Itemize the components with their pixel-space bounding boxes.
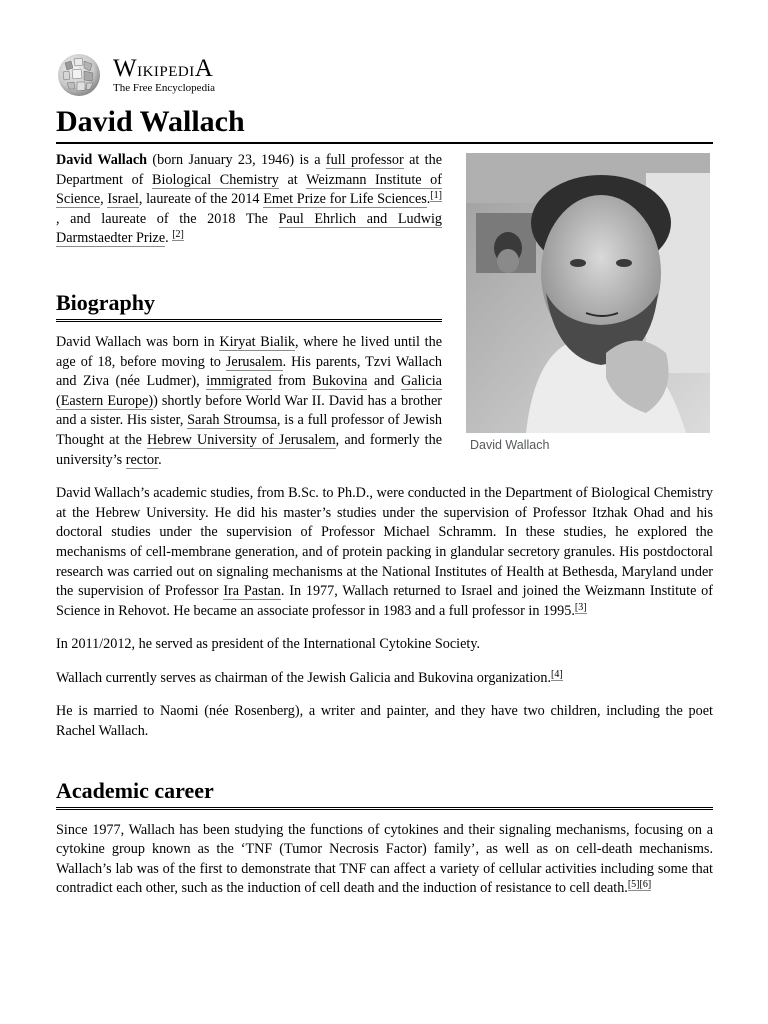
article-page [56, 52, 713, 899]
link-hebrew-university[interactable]: Hebrew University of Jerusalem [146, 431, 336, 448]
wordmark-title: WikipediA [113, 55, 214, 82]
infobox-caption: David Wallach [470, 438, 550, 452]
wikipedia-globe-icon [55, 53, 103, 97]
link-kiryat-bialik[interactable]: Kiryat Bialik [219, 333, 295, 350]
link-galicia[interactable]: Galicia (Eastern Europe) [56, 373, 442, 409]
citation-2[interactable]: [2] [172, 229, 184, 241]
wikipedia-wordmark [113, 56, 215, 94]
academic-paragraph-1: Since 1977, Wallach has been studying the functions of cytokines and their signaling mechanisms, focusing on a cytokine group known as the ‘TNF (Tumor Necrosis Factor) family’, as well as on cell-death mechanisms. Wallach’s lab was of the first to demonstrate that TNF can affect a variety of cellular activities including some that contradict each other, such as the induction of cell death and the induction of resistance to cell death.[5][6] [56, 821, 713, 897]
link-weizmann-institute[interactable]: Weizmann Institute of Science [56, 171, 442, 208]
portrait-photo[interactable] [466, 153, 710, 433]
link-full-professor[interactable]: full professor [325, 152, 404, 168]
citation-6[interactable]: [6] [639, 879, 652, 891]
biography-paragraph-3: In 2011/2012, he served as president of the International Cytokine Society. [56, 636, 481, 653]
citation-5[interactable]: [5] [627, 879, 640, 891]
link-ira-pastan[interactable]: Ira Pastan [223, 583, 281, 600]
biography-paragraph-1: David Wallach was born in Kiryat Bialik, where he lived until the age of 18, before moving to Jerusalem. His parents, Tzvi Wallach and Ziva (née Ludmer), immigrated from Bukovina and Galicia (Eastern Europe)) shortly before World War II. David has a brother and a sister. His sister, Sarah Stroumsa, is a full professor of Jewish Thought at the Hebrew University of Jerusalem, and formerly the university’s rector. [56, 333, 442, 468]
portrait-image [466, 153, 710, 433]
link-jerusalem[interactable]: Jerusalem [225, 353, 283, 370]
wikipedia-logo[interactable] [56, 52, 713, 98]
biography-paragraph-5: He is married to Naomi (née Rosenberg), a writer and painter, and they have two children, including the poet Rachel Wallach. [56, 703, 713, 740]
link-biological-chemistry[interactable]: Biological Chemistry [152, 171, 279, 188]
citation-3[interactable]: [3] [574, 601, 587, 613]
section-heading-biography: Biography [56, 289, 442, 322]
link-israel[interactable]: Israel [107, 191, 139, 208]
biography-paragraph-2: David Wallach’s academic studies, from B.Sc. to Ph.D., were conducted in the Department of Biological Chemistry at the Hebrew University. He did his master’s studies under the supervision of Professor Itzhak Ohad and his doctoral studies under the supervision of Professor Michael Schramm. In these studies, he explored the mechanisms of cell-membrane generation, and of protein packing in glandular secretory granules. His postdoctoral research was carried out on signaling mechanisms at the National Institutes of Health at Bethesda, Maryland under the supervision of Professor Ira Pastan. In 1977, Wallach returned to Israel and joined the Weizmann Institute of Science in Rehovot. He became an associate professor in 1983 and a full professor in 1995.[3] [56, 485, 713, 619]
biography-paragraph-4: Wallach currently serves as chairman of the Jewish Galicia and Bukovina organization.[4] [56, 668, 563, 686]
page-title: David Wallach [56, 104, 713, 144]
link-immigrated[interactable]: immigrated [206, 373, 272, 390]
lead-paragraph: David Wallach (born January 23, 1946) is a full professor at the Department of Biological Chemistry at Weizmann Institute of Science, Israel, laureate of the 2014 Emet Prize for Life Sciences.[1] , and laureate of the 2018 The Paul Ehrlich and Ludwig Darmstaedter Prize. [2] [56, 152, 443, 247]
wordmark-subtitle: The Free Encyclopedia [113, 82, 216, 94]
citation-4[interactable]: [4] [551, 668, 563, 680]
section-heading-academic-career: Academic career [56, 777, 713, 810]
link-bukovina[interactable]: Bukovina [312, 373, 368, 390]
citation-1[interactable]: [1] [430, 190, 442, 202]
link-paul-ehrlich-prize[interactable]: Paul Ehrlich and Ludwig Darmstaedter Prize [56, 210, 442, 247]
link-rector[interactable]: rector [125, 451, 159, 468]
link-sarah-stroumsa[interactable]: Sarah Stroumsa [187, 412, 277, 429]
link-emet-prize[interactable]: Emet Prize for Life Sciences [263, 191, 427, 208]
infobox [466, 153, 710, 452]
